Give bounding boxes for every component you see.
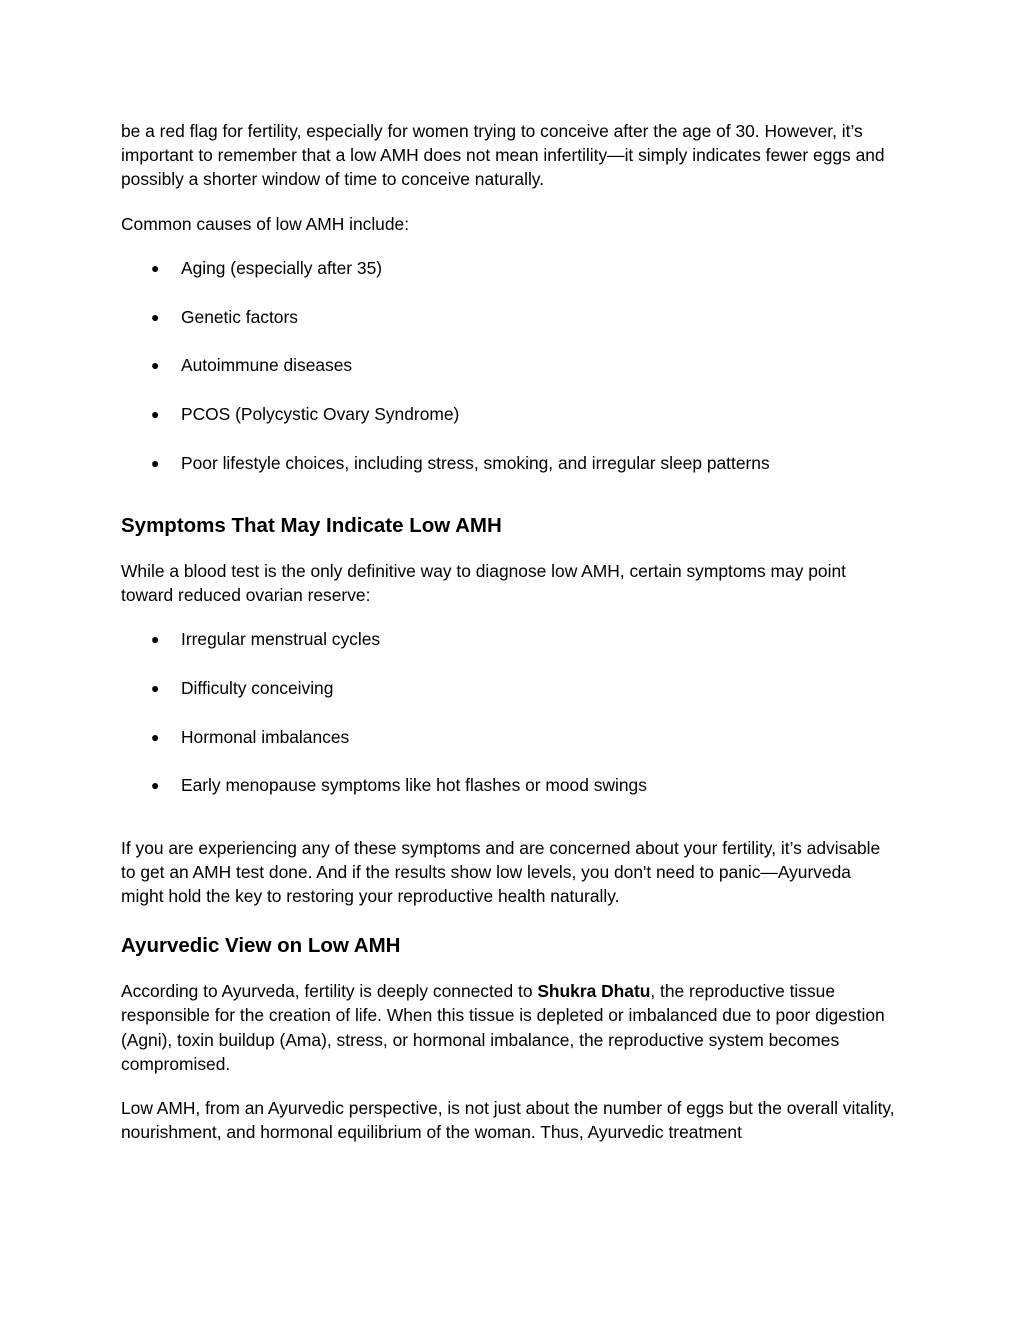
list-item: [121, 451, 896, 475]
list-item: [121, 773, 896, 797]
list-item: [121, 627, 896, 651]
list-item-text: Hormonal imbalances: [181, 726, 350, 747]
list-item: [121, 725, 896, 749]
list-item-text: Irregular menstrual cycles: [181, 629, 381, 650]
list-item-text: Difficulty conceiving: [181, 677, 334, 698]
bullet-icon: ●: [151, 405, 160, 422]
ayurveda-text-after: , the reproductive tissue responsible for the creation of life. When this tissue is depleted or imbalanced due to poor digestion (Agni), toxin buildup (Ama), stress, or hormonal imbalance, the reproductive system becomes compromised.: [121, 981, 885, 1074]
list-item: [121, 676, 896, 700]
symptoms-intro: While a blood test is the only definitive way to diagnose low AMH, certain symptoms may point toward reduced ovarian reserve:: [121, 560, 846, 606]
list-item-text: Early menopause symptoms like hot flashes or mood swings: [181, 775, 647, 796]
list-item-text: Poor lifestyle choices, including stress, smoking, and irregular sleep patterns: [181, 452, 770, 473]
ayurveda-paragraph-1: [121, 979, 896, 1076]
list-item-text: PCOS (Polycystic Ovary Syndrome): [181, 403, 460, 424]
list-item: [121, 256, 896, 280]
bullet-icon: ●: [151, 357, 160, 374]
list-item: [121, 305, 896, 329]
bullet-icon: ●: [151, 679, 160, 696]
bullet-icon: ●: [151, 728, 160, 745]
bullet-icon: ●: [151, 308, 160, 325]
list-item-text: Autoimmune diseases: [181, 355, 353, 376]
list-item-text: Genetic factors: [181, 306, 298, 327]
ayurveda-heading: Ayurvedic View on Low AMH: [121, 934, 401, 958]
bullet-icon: ●: [151, 777, 160, 794]
document-page: [121, 119, 896, 1144]
bullet-icon: ●: [151, 631, 160, 648]
list-item-text: Aging (especially after 35): [181, 257, 383, 278]
list-item: [121, 402, 896, 426]
causes-intro: Common causes of low AMH include:: [121, 213, 410, 234]
intro-paragraph: be a red flag for fertility, especially for women trying to conceive after the age of 30. However, it’s important to remember that a low AMH does not mean infertility—it simply indicates fewer eggs and possibly a shorter window of time to conceive naturally.: [121, 121, 885, 190]
causes-list: [121, 256, 896, 475]
symptoms-heading: Symptoms That May Indicate Low AMH: [121, 513, 502, 537]
list-item: [121, 353, 896, 377]
symptoms-list: [121, 627, 896, 797]
shukra-dhatu-term: Shukra Dhatu: [537, 981, 651, 1002]
concern-paragraph: If you are experiencing any of these symptoms and are concerned about your fertility, it’s advisable to get an AMH test done. And if the results show low levels, you don't need to panic—Ayurveda might hold the key to restoring your reproductive health naturally.: [121, 837, 881, 906]
bullet-icon: ●: [151, 454, 160, 471]
ayurveda-paragraph-2: Low AMH, from an Ayurvedic perspective, is not just about the number of eggs but the overall vitality, nourishment, and hormonal equilibrium of the woman. Thus, Ayurvedic treatment: [121, 1097, 895, 1143]
bullet-icon: ●: [151, 259, 160, 276]
ayurveda-text-before: According to Ayurveda, fertility is deeply connected to: [121, 981, 538, 1002]
